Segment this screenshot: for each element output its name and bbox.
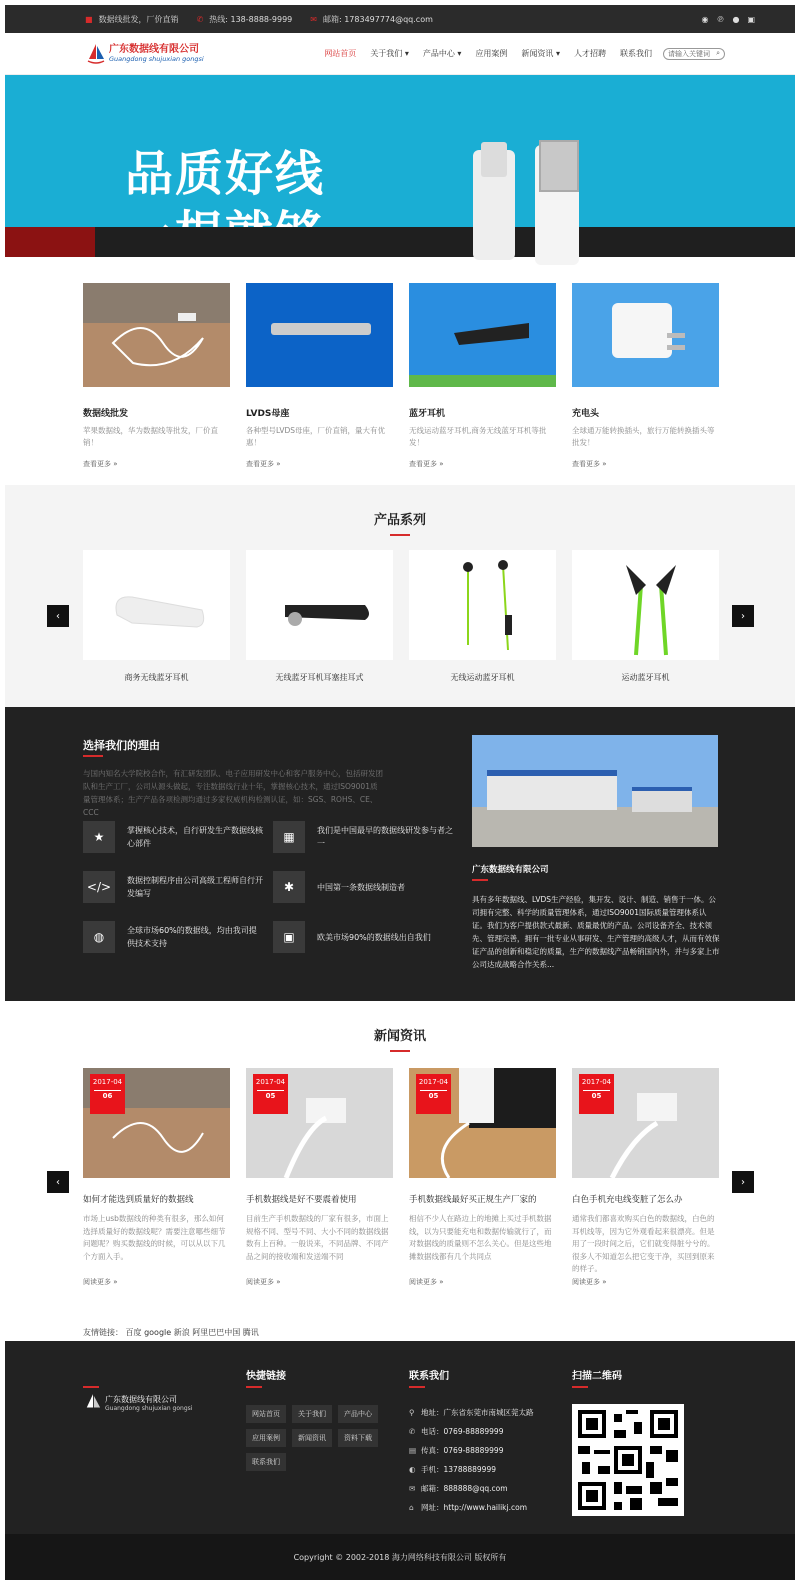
pinterest-icon[interactable]: ℗ xyxy=(716,14,725,24)
search-input[interactable]: 请输入关键词 ⌕ xyxy=(663,48,725,60)
card-lvds[interactable]: LVDS母座 各种型号LVDS母座，厂价直销，量大有优惠！ 查看更多 » xyxy=(246,283,393,485)
home-icon: ⌂ xyxy=(409,1503,414,1512)
calendar-icon: ▦ xyxy=(273,821,305,853)
carousel-next-button[interactable] xyxy=(732,605,754,627)
product-item[interactable]: 运动蓝牙耳机 xyxy=(572,550,719,683)
products-title: 产品系列 xyxy=(373,513,426,528)
cable-image xyxy=(83,283,230,387)
quick-link[interactable]: 网站首页 xyxy=(246,1405,286,1423)
products-section xyxy=(5,485,795,707)
logo-sail-icon xyxy=(85,1393,101,1413)
quick-links-title: 快捷链接 xyxy=(246,1371,286,1382)
why-intro: 与国内知名大学院校合作，有汇研发团队、电子应用研发中心和客户服务中心，包括研发团队和生产工厂，公司从源头做起，专注数据线行业十年，掌握核心技术，通过ISO9001质量管理体系；生产产品各项检测均通过多家权威机构检测认证，如：SGS、ROHS、CE、CCC xyxy=(83,769,383,817)
chevron-right-icon: › xyxy=(741,1176,745,1188)
news-next-button[interactable] xyxy=(732,1171,754,1193)
nav-products[interactable]: 产品中心 ▾ xyxy=(422,49,462,58)
quick-links xyxy=(246,1405,386,1471)
card-cable-wholesale[interactable]: 数据线批发 苹果数据线，华为数据线等批发，厂价直销！ 查看更多 » xyxy=(83,283,230,485)
top-bar xyxy=(5,5,795,33)
fax-icon: ▤ xyxy=(409,1446,417,1455)
email[interactable]: ✉ 邮箱: 1783497774@qq.com xyxy=(310,14,433,24)
mail-icon: ✉ xyxy=(409,1484,416,1493)
quick-link[interactable]: 联系我们 xyxy=(246,1453,286,1471)
qr-title: 扫描二维码 xyxy=(572,1371,622,1382)
qq-icon[interactable]: ● xyxy=(732,14,740,24)
phone-icon: ✆ xyxy=(196,14,204,24)
banner-cable-strip xyxy=(5,227,795,257)
view-more-link[interactable]: 查看更多 » xyxy=(246,460,281,468)
quick-link[interactable]: 资料下载 xyxy=(338,1429,378,1447)
product-item[interactable]: 商务无线蓝牙耳机 xyxy=(83,550,230,683)
nav-about[interactable]: 关于我们 ▾ xyxy=(370,49,409,58)
factory-photo xyxy=(472,735,718,847)
news-item[interactable]: 2017-04 05 手机数据线是好不要震着使用 目前生产手机数据线的厂家有很多，市面上规格不同、型号不同、大小不同的数据线据数有上百种。一般说来，不同品牌、不同产品之间的接收端和发送端不同 阅读更多 » xyxy=(246,1068,393,1287)
mobile-icon: ◐ xyxy=(409,1465,416,1474)
quick-link[interactable]: 新闻资讯 xyxy=(292,1429,332,1447)
main-nav xyxy=(317,48,725,60)
quick-link[interactable]: 应用案例 xyxy=(246,1429,286,1447)
logo[interactable] xyxy=(87,43,204,65)
star-icon: ★ xyxy=(83,821,115,853)
news-list xyxy=(5,1052,795,1287)
feature-item: ▦ 我们是中国最早的数据线研发参与者之一 xyxy=(273,821,453,853)
mail-icon: ✉ xyxy=(310,14,317,24)
contact-list: ⚲ 地址：广东省东莞市南城区莞太路 ✆ 电话：0769-88889999 ▤ 传真：0769-88889999 ◐ 手机：13788889999 ✉ 邮箱：888888@qq.com ⌂ 网址：http://www.hailikj.com xyxy=(409,1408,534,1512)
lightning-plug-image xyxy=(473,150,515,260)
nav-cases[interactable]: 应用案例 xyxy=(475,49,508,58)
money-icon: ▣ xyxy=(273,921,305,953)
news-item[interactable]: 2017-04 05 白色手机充电线变脏了怎么办 通常我们都喜欢购买白色的数据线，白色的耳机线等，因为它外观看起来很漂亮。但是用了一段时间之后，它们就变得脏兮兮的。很多人不知道怎么把它变干净，买回到原来的样子。 阅读更多 » xyxy=(572,1068,719,1287)
page xyxy=(5,5,795,1580)
logo-name: 广东数据线有限公司 xyxy=(109,44,199,55)
view-more-link[interactable]: 查看更多 » xyxy=(572,460,607,468)
date-badge: 2017-04 06 xyxy=(90,1074,125,1114)
home-icon: ■ xyxy=(85,14,93,24)
date-badge: 2017-04 05 xyxy=(579,1074,614,1114)
white-headset-image xyxy=(102,575,212,635)
slogan: ■ 数据线批发，厂价直销 xyxy=(85,14,179,24)
card-bluetooth[interactable]: 蓝牙耳机 无线运动蓝牙耳机,商务无线蓝牙耳机等批发！ 查看更多 » xyxy=(409,283,556,485)
asterisk-icon: ✱ xyxy=(273,871,305,903)
card-charger[interactable]: 充电头 全球通万能转换插头，旅行万能转换插头等批发！ 查看更多 » xyxy=(572,283,719,485)
company-description: 具有多年数据线、LVDS生产经验，集开发、设计、制造、销售于一体。公司拥有完整、科学的质量管理体系，通过ISO9001国际质量管理体系认证。我们为客户提供款式最新、质量最优的产品。公司设备齐全、技术领先、管理完善，拥有一批专业从事研发、生产管理的高级人才，从而有效保证产品的创新和稳定的质量，生产的数据线产品畅销国内外，并与多家上市公司达成战略合作关系... xyxy=(472,895,720,969)
news-title: 新闻资讯 xyxy=(373,1029,426,1044)
phone-icon: ✆ xyxy=(409,1427,416,1436)
contact-title: 联系我们 xyxy=(409,1371,449,1382)
charger-image xyxy=(572,283,719,387)
read-more-link[interactable]: 阅读更多 » xyxy=(409,1278,444,1286)
nav-home[interactable]: 网站首页 xyxy=(324,49,357,58)
product-item[interactable]: 无线蓝牙耳机耳塞挂耳式 xyxy=(246,550,393,683)
location-icon: ⚲ xyxy=(409,1408,415,1417)
product-item[interactable]: 无线运动蓝牙耳机 xyxy=(409,550,556,683)
header xyxy=(5,33,795,75)
qr-code xyxy=(572,1404,684,1516)
feature-item: ◍ 全球市场60%的数据线，均由我司提供技术支持 xyxy=(83,921,263,953)
hotline: ✆ 热线: 138-8888-9999 xyxy=(196,14,293,24)
date-badge: 2017-04 05 xyxy=(416,1074,451,1114)
globe-icon: ◍ xyxy=(83,921,115,953)
quick-link[interactable]: 产品中心 xyxy=(338,1405,378,1423)
bluetooth-headset-image xyxy=(409,283,556,387)
news-item[interactable]: 2017-04 06 如何才能选到质量好的数据线 市场上usb数据线的种类有很多，那么如何选择质量好的数据线呢？需要注意哪些细节问题呢？购买数据线的时候，可以从以下几个方面入手。 阅读更多 » xyxy=(83,1068,230,1287)
usb-plug-image xyxy=(535,145,579,265)
hero-banner[interactable] xyxy=(5,75,795,257)
sport-bluetooth-earphone-image xyxy=(591,555,701,655)
news-item[interactable]: 2017-04 05 手机数据线最好买正规生产厂家的 相信不少人在路边上的地摊上买过手机数据线，以为只要能充电和数据传输就行了，而对数据线的质量则不怎么关心。但是这些地摊数据线都有几个共同点 阅读更多 » xyxy=(409,1068,556,1287)
logo-pinyin: Guangdong shujuxian gongsi xyxy=(109,55,204,63)
code-icon: </> xyxy=(83,871,115,903)
qr-code-image xyxy=(578,1410,678,1510)
sport-earphone-image xyxy=(428,555,538,655)
banner-line-1: 品质好线 xyxy=(125,146,326,202)
why-section xyxy=(5,707,795,1001)
weibo-icon[interactable]: ◉ xyxy=(701,14,709,24)
copyright: Copyright © 2002-2018 海力网络科技有限公司 版权所有 xyxy=(5,1534,795,1580)
quick-link[interactable]: 关于我们 xyxy=(292,1405,332,1423)
read-more-link[interactable]: 阅读更多 » xyxy=(246,1278,281,1286)
why-title: 选择我们的理由 xyxy=(83,739,160,752)
chevron-left-icon: ‹ xyxy=(56,610,60,622)
view-more-link[interactable]: 查看更多 » xyxy=(83,460,118,468)
read-more-link[interactable]: 阅读更多 » xyxy=(83,1278,118,1286)
lvds-image xyxy=(246,283,393,387)
logo-sail-icon xyxy=(87,43,105,65)
product-carousel xyxy=(5,536,795,683)
date-badge: 2017-04 05 xyxy=(253,1074,288,1114)
search-icon[interactable]: ⌕ xyxy=(716,49,720,57)
footer xyxy=(5,1341,795,1546)
nav-contact[interactable]: 联系我们 xyxy=(620,49,652,58)
black-headset-image xyxy=(265,575,375,635)
social-icons xyxy=(701,15,755,24)
footer-logo[interactable]: 广东数据线有限公司 Guangdong shujuxian gongsi xyxy=(85,1393,192,1413)
read-more-link[interactable]: 阅读更多 » xyxy=(572,1278,607,1286)
chevron-right-icon: › xyxy=(741,610,745,622)
feature-item: ▣ 欧美市场90%的数据线出自我们 xyxy=(273,921,453,953)
feature-cards xyxy=(5,257,795,485)
feature-item: ✱ 中国第一条数据线制造者 xyxy=(273,871,453,903)
feature-item: </> 数据控制程序由公司高级工程师自行开发编写 xyxy=(83,871,263,903)
chevron-left-icon: ‹ xyxy=(56,1176,60,1188)
feature-item: ★ 掌握核心技术，自行研发生产数据线核心部件 xyxy=(83,821,263,853)
view-more-link[interactable]: 查看更多 » xyxy=(409,460,444,468)
nav-jobs[interactable]: 人才招聘 xyxy=(574,49,606,58)
carousel-prev-button[interactable] xyxy=(47,605,69,627)
news-prev-button[interactable] xyxy=(47,1171,69,1193)
friend-links[interactable]: 友情链接： 百度 google 新浪 阿里巴巴中国 腾讯 xyxy=(83,1327,259,1337)
company-name: 广东数据线有限公司 xyxy=(472,865,549,875)
nav-news[interactable]: 新闻资讯 ▾ xyxy=(521,49,560,58)
cart-icon[interactable]: ▣ xyxy=(747,14,755,24)
news-section xyxy=(5,1001,795,1323)
